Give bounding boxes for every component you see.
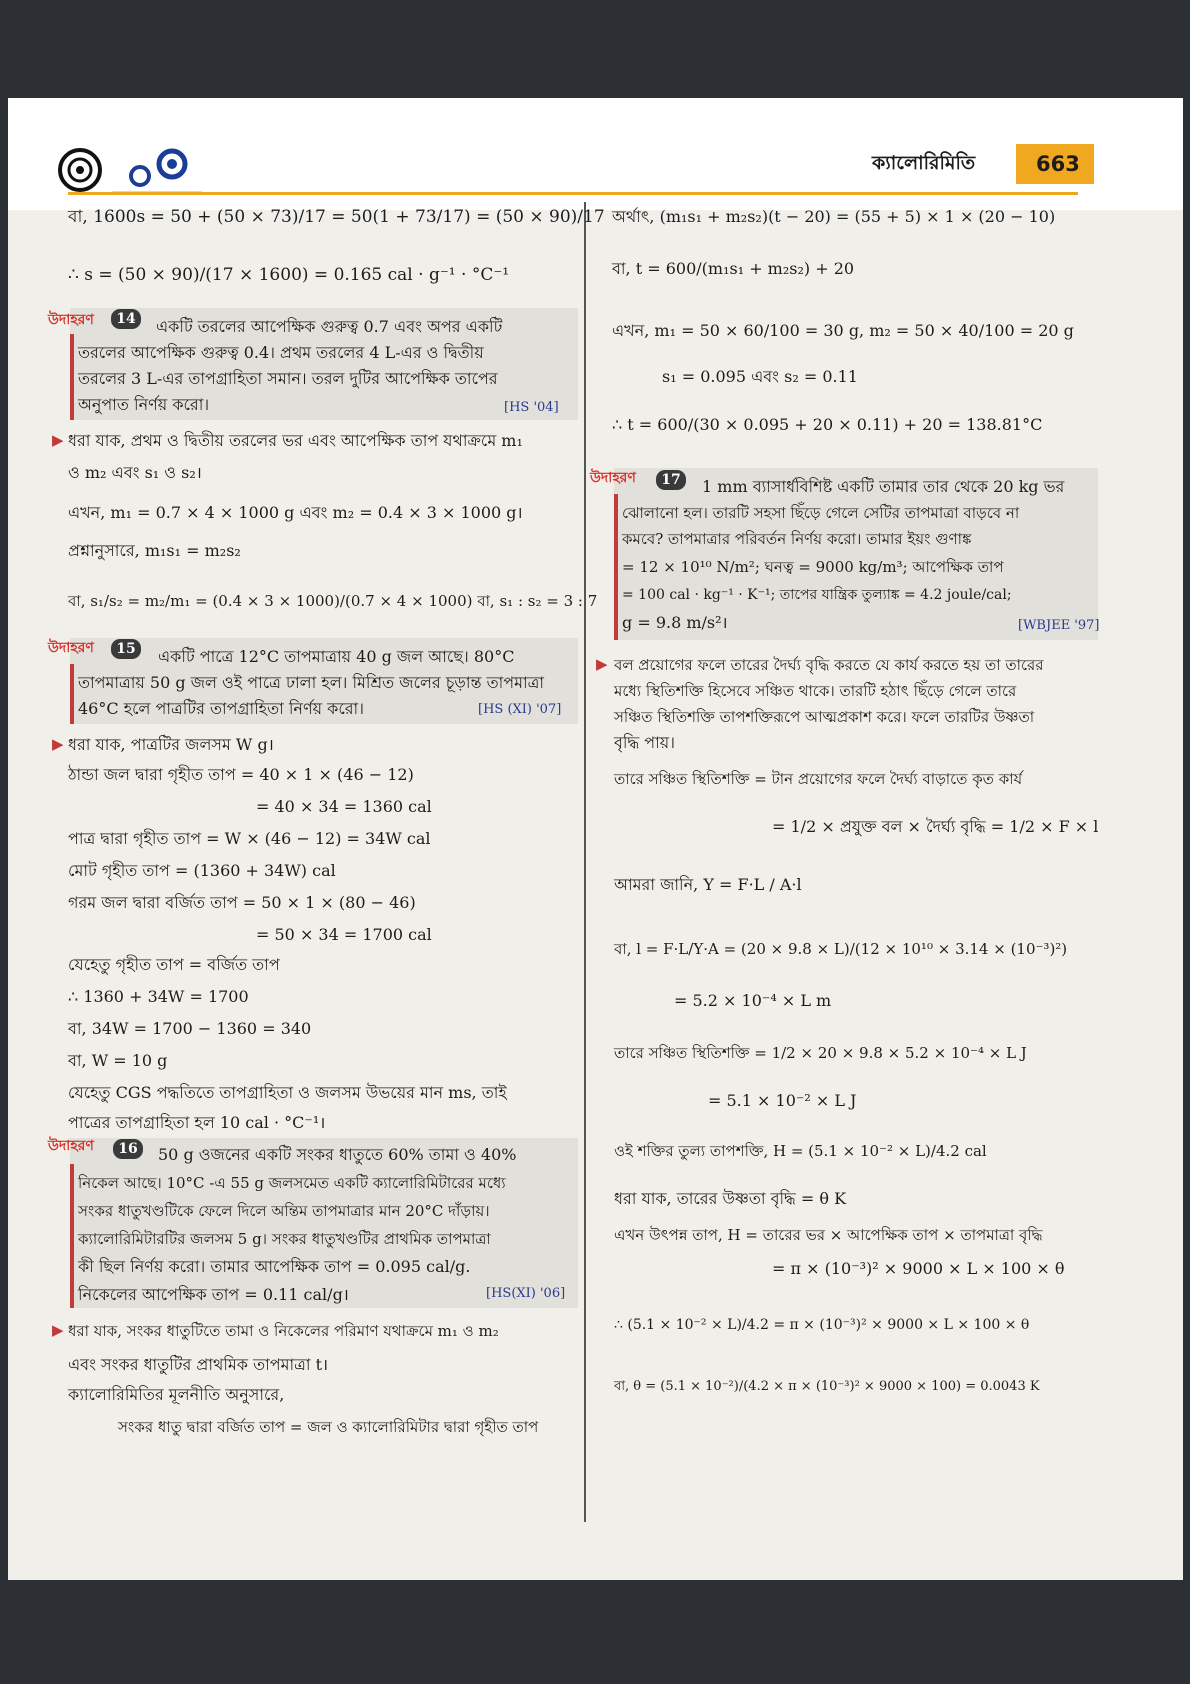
solution-line: ∴ 1360 + 34W = 1700 — [68, 987, 249, 1006]
book-page — [8, 98, 1183, 1580]
solution-line: যেহেতু গৃহীত তাপ = বর্জিত তাপ — [68, 955, 280, 974]
solution-marker: ▶ — [52, 431, 64, 449]
solution-line: বা, W = 10 g — [68, 1051, 168, 1070]
example-text: 50 g ওজনের একটি সংকর ধাতুতে 60% তামা ও 40% — [158, 1145, 517, 1164]
example-text: অনুপাত নির্ণয় করো। — [78, 395, 210, 414]
example-text: তরলের 3 L-এর তাপগ্রাহিতা সমান। তরল দুটির আপেক্ষিক তাপের — [78, 369, 498, 388]
example-text: 46°C হলে পাত্রটির তাপগ্রাহিতা নির্ণয় করো। — [78, 699, 364, 718]
equation-line: ∴ s = (50 × 90)/(17 × 1600) = 0.165 cal · g⁻¹ · °C⁻¹ — [68, 265, 510, 285]
solution-line: ওই শক্তির তুল্য তাপশক্তি, H = (5.1 × 10⁻² × L)/4.2 cal — [614, 1142, 987, 1160]
exam-reference: [HS (XI) '07] — [478, 702, 562, 717]
example-text: g = 9.8 m/s²। — [622, 613, 728, 632]
example-bar — [70, 334, 74, 420]
equation-line: অর্থাৎ, (m₁s₁ + m₂s₂)(t − 20) = (55 + 5) × 1 × (20 − 10) — [612, 207, 1056, 226]
solution-line: ধরা যাক, সংকর ধাতুটিতে তামা ও নিকেলের পরিমাণ যথাক্রমে m₁ ও m₂ — [68, 1322, 499, 1340]
solution-line: ঠান্ডা জল দ্বারা গৃহীত তাপ = 40 × 1 × (46 − 12) — [68, 765, 414, 784]
solution-line: বা, l = F·L/Y·A = (20 × 9.8 × L)/(12 × 10¹⁰ × 3.14 × (10⁻³)²) — [614, 940, 1068, 958]
solution-line: ধরা যাক, তারের উষ্ণতা বৃদ্ধি = θ K — [614, 1189, 847, 1208]
header-rule — [68, 192, 1078, 195]
head-gears-icon — [52, 138, 202, 198]
solution-line: = π × (10⁻³)² × 9000 × L × 100 × θ — [772, 1259, 1065, 1278]
example-text: তাপমাত্রায় 50 g জল ওই পাত্রে ঢালা হল। মিশ্রিত জলের চূড়ান্ত তাপমাত্রা — [78, 673, 545, 692]
example-label: উদাহরণ — [48, 312, 94, 328]
example-number: 14 — [111, 309, 141, 329]
example-text: 1 mm ব্যাসার্ধবিশিষ্ট একটি তামার তার থেকে 20 kg ভর — [702, 477, 1065, 496]
example-text: একটি তরলের আপেক্ষিক গুরুত্ব 0.7 এবং অপর একটি — [156, 317, 503, 336]
example-label: উদাহরণ — [48, 1138, 94, 1154]
example-text: নিকেল আছে। 10°C -এ 55 g জলসমেত একটি ক্যালোরিমিটারের মধ্যে — [78, 1174, 506, 1192]
solution-line: বৃদ্ধি পায়। — [614, 733, 675, 752]
example-number: 15 — [111, 639, 141, 659]
solution-line: যেহেতু CGS পদ্ধতিতে তাপগ্রাহিতা ও জলসম উভয়ের মান ms, তাই — [68, 1083, 507, 1102]
solution-line: এবং সংকর ধাতুটির প্রাথমিক তাপমাত্রা t। — [68, 1355, 329, 1374]
solution-line: আমরা জানি, Y = F·L / A·l — [614, 875, 802, 894]
equation-line: ∴ t = 600/(30 × 0.095 + 20 × 0.11) + 20 = 138.81°C — [612, 415, 1043, 434]
example-label: উদাহরণ — [590, 470, 636, 486]
example-text: সংকর ধাতুখণ্ডটিকে ফেলে দিলে অন্তিম তাপমাত্রার মান 20°C দাঁড়ায়। — [78, 1202, 490, 1220]
solution-line: বা, s₁/s₂ = m₂/m₁ = (0.4 × 3 × 1000)/(0.7 × 4 × 1000) বা, s₁ : s₂ = 3 : 7 — [68, 592, 598, 610]
example-text: ক্যালোরিমিটারটির জলসম 5 g। সংকর ধাতুখণ্ডটির প্রাথমিক তাপমাত্রা — [78, 1230, 491, 1248]
solution-line: পাত্রের তাপগ্রাহিতা হল 10 cal · °C⁻¹। — [68, 1113, 326, 1132]
solution-line: তারে সঞ্চিত স্থিতিশক্তি = টান প্রয়োগের ফলে দৈর্ঘ্য বাড়াতে কৃত কার্য — [614, 770, 1023, 788]
example-bar — [614, 494, 618, 640]
solution-line: বা, θ = (5.1 × 10⁻²)/(4.2 × π × (10⁻³)² × 9000 × 100) = 0.0043 K — [614, 1379, 1040, 1394]
exam-reference: [HS '04] — [504, 400, 559, 415]
solution-line: এখন উৎপন্ন তাপ, H = তারের ভর × আপেক্ষিক তাপ × তাপমাত্রা বৃদ্ধি — [614, 1226, 1043, 1244]
example-text: কমবে? তাপমাত্রার পরিবর্তন নির্ণয় করো। তামার ইয়ং গুণাঙ্ক — [622, 530, 972, 548]
solution-line: মধ্যে স্থিতিশক্তি হিসেবে সঞ্চিত থাকে। তারটি হঠাৎ ছিঁড়ে গেলে তারে — [614, 682, 1017, 700]
solution-line: = 40 × 34 = 1360 cal — [256, 797, 432, 816]
solution-line: গরম জল দ্বারা বর্জিত তাপ = 50 × 1 × (80 − 46) — [68, 893, 416, 912]
solution-line: = 5.1 × 10⁻² × L J — [708, 1091, 857, 1110]
solution-line: বা, 34W = 1700 − 1360 = 340 — [68, 1019, 312, 1038]
solution-line: = 1/2 × প্রযুক্ত বল × দৈর্ঘ্য বৃদ্ধি = 1/2 × F × l — [772, 817, 1099, 836]
chapter-title: ক্যালোরিমিতি — [872, 152, 976, 174]
example-text: ঝোলানো হল। তারটি সহসা ছিঁড়ে গেলে সেটির তাপমাত্রা বাড়বে না — [622, 504, 1020, 522]
solution-line: ধরা যাক, প্রথম ও দ্বিতীয় তরলের ভর এবং আপেক্ষিক তাপ যথাক্রমে m₁ — [68, 431, 523, 450]
solution-line: ও m₂ এবং s₁ ও s₂। — [68, 463, 202, 482]
solution-line: প্রশ্নানুসারে, m₁s₁ = m₂s₂ — [68, 541, 241, 560]
equation-line: এখন, m₁ = 50 × 60/100 = 30 g, m₂ = 50 × 40/100 = 20 g — [612, 321, 1074, 340]
solution-line: ধরা যাক, পাত্রটির জলসম W g। — [68, 735, 274, 754]
solution-line: ∴ (5.1 × 10⁻² × L)/4.2 = π × (10⁻³)² × 9000 × L × 100 × θ — [614, 1317, 1030, 1333]
solution-line: এখন, m₁ = 0.7 × 4 × 1000 g এবং m₂ = 0.4 × 3 × 1000 g। — [68, 503, 523, 522]
solution-marker: ▶ — [52, 735, 64, 753]
page-number: 663 — [1036, 152, 1080, 176]
solution-line: মোট গৃহীত তাপ = (1360 + 34W) cal — [68, 861, 336, 880]
solution-line: সংকর ধাতু দ্বারা বর্জিত তাপ = জল ও ক্যালোরিমিটার দ্বারা গৃহীত তাপ — [118, 1418, 539, 1436]
example-number: 16 — [113, 1139, 143, 1159]
solution-line: ক্যালোরিমিতির মূলনীতি অনুসারে, — [68, 1385, 285, 1404]
example-text: একটি পাত্রে 12°C তাপমাত্রায় 40 g জল আছে। 80°C — [158, 647, 515, 666]
page-number-tab — [1016, 144, 1094, 184]
example-text: = 12 × 10¹⁰ N/m²; ঘনত্ব = 9000 kg/m³; আপেক্ষিক তাপ — [622, 558, 1004, 576]
solution-line: সঞ্চিত স্থিতিশক্তি তাপশক্তিরূপে আত্মপ্রকাশ করে। ফলে তারটির উষ্ণতা — [614, 708, 1035, 726]
example-label: উদাহরণ — [48, 640, 94, 656]
solution-line: তারে সঞ্চিত স্থিতিশক্তি = 1/2 × 20 × 9.8 × 5.2 × 10⁻⁴ × L J — [614, 1044, 1027, 1062]
exam-reference: [WBJEE '97] — [1018, 618, 1100, 633]
equation-line: বা, t = 600/(m₁s₁ + m₂s₂) + 20 — [612, 259, 855, 278]
solution-line: = 50 × 34 = 1700 cal — [256, 925, 432, 944]
solution-line: বল প্রয়োগের ফলে তারের দৈর্ঘ্য বৃদ্ধি করতে যে কার্য করতে হয় তা তারের — [614, 656, 1044, 674]
solution-marker: ▶ — [52, 1321, 64, 1339]
solution-marker: ▶ — [596, 655, 608, 673]
example-text: নিকেলের আপেক্ষিক তাপ = 0.11 cal/g। — [78, 1285, 349, 1304]
example-bar — [70, 664, 74, 724]
example-text: = 100 cal · kg⁻¹ · K⁻¹; তাপের যান্ত্রিক তুল্যাঙ্ক = 4.2 joule/cal; — [622, 587, 1012, 603]
example-text: কী ছিল নির্ণয় করো। তামার আপেক্ষিক তাপ = 0.095 cal/g. — [78, 1257, 471, 1276]
solution-line: = 5.2 × 10⁻⁴ × L m — [674, 991, 832, 1010]
equation-line: বা, 1600s = 50 + (50 × 73)/17 = 50(1 + 73/17) = (50 × 90)/17 — [68, 207, 605, 227]
example-text: তরলের আপেক্ষিক গুরুত্ব 0.4। প্রথম তরলের 4 L-এর ও দ্বিতীয় — [78, 343, 484, 362]
example-number: 17 — [656, 470, 686, 490]
equation-line: s₁ = 0.095 এবং s₂ = 0.11 — [662, 367, 858, 386]
solution-line: পাত্র দ্বারা গৃহীত তাপ = W × (46 − 12) = 34W cal — [68, 829, 431, 848]
exam-reference: [HS(XI) '06] — [486, 1286, 566, 1301]
column-divider — [584, 202, 586, 1522]
example-bar — [70, 1164, 74, 1308]
